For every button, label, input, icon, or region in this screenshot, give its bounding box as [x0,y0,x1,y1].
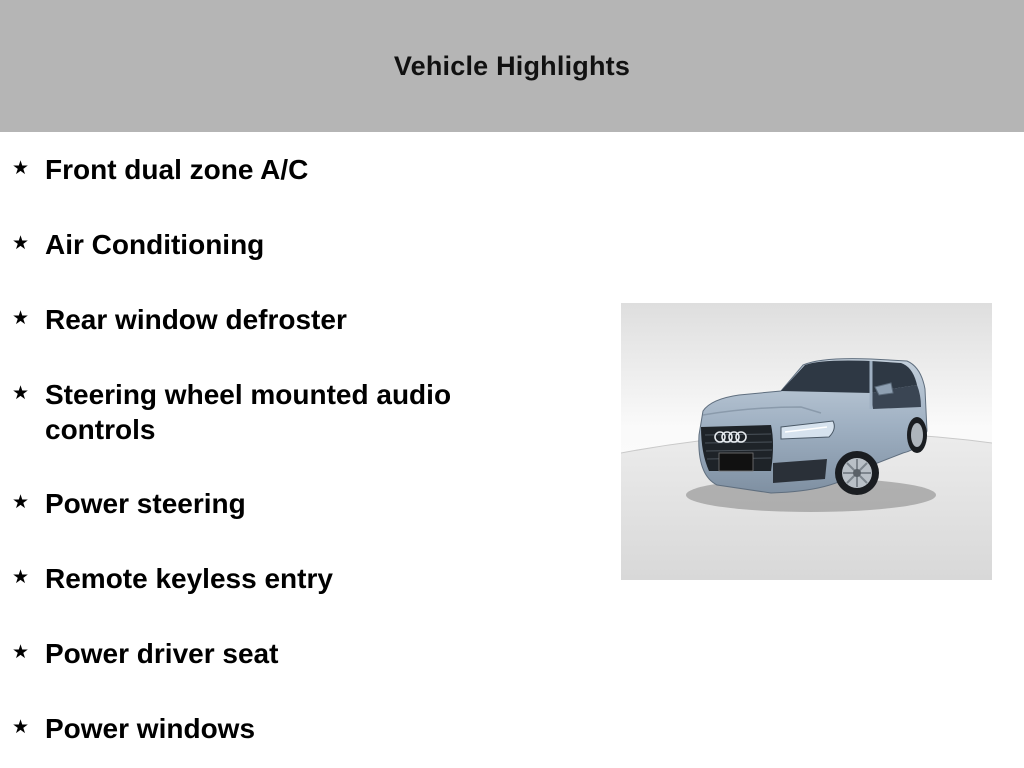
vehicle-photo [621,303,992,580]
feature-label: Power steering [45,488,246,519]
page-title: Vehicle Highlights [393,50,631,81]
star-icon: ★ [12,383,30,404]
star-icon: ★ [12,308,30,329]
feature-item [12,229,565,262]
feature-item [12,154,565,187]
suv-illustration [621,303,992,580]
feature-label: Front dual zone A/C [45,154,309,185]
star-icon: ★ [12,158,30,179]
feature-item [12,713,565,746]
star-icon: ★ [12,642,30,663]
feature-label: Steering wheel mounted audio controls [45,379,452,445]
star-icon: ★ [12,567,30,588]
feature-label: Rear window defroster [45,304,347,335]
feature-item [12,638,565,671]
feature-item [12,379,565,447]
header-bar [0,0,1024,132]
feature-label: Remote keyless entry [45,563,333,594]
feature-item [12,304,565,337]
feature-item [12,488,565,521]
feature-label: Air Conditioning [45,229,265,260]
feature-item [12,563,565,596]
feature-label: Power windows [45,713,256,744]
star-icon: ★ [12,492,30,513]
feature-label: Power driver seat [45,638,279,669]
star-icon: ★ [12,717,30,738]
star-icon: ★ [12,233,30,254]
